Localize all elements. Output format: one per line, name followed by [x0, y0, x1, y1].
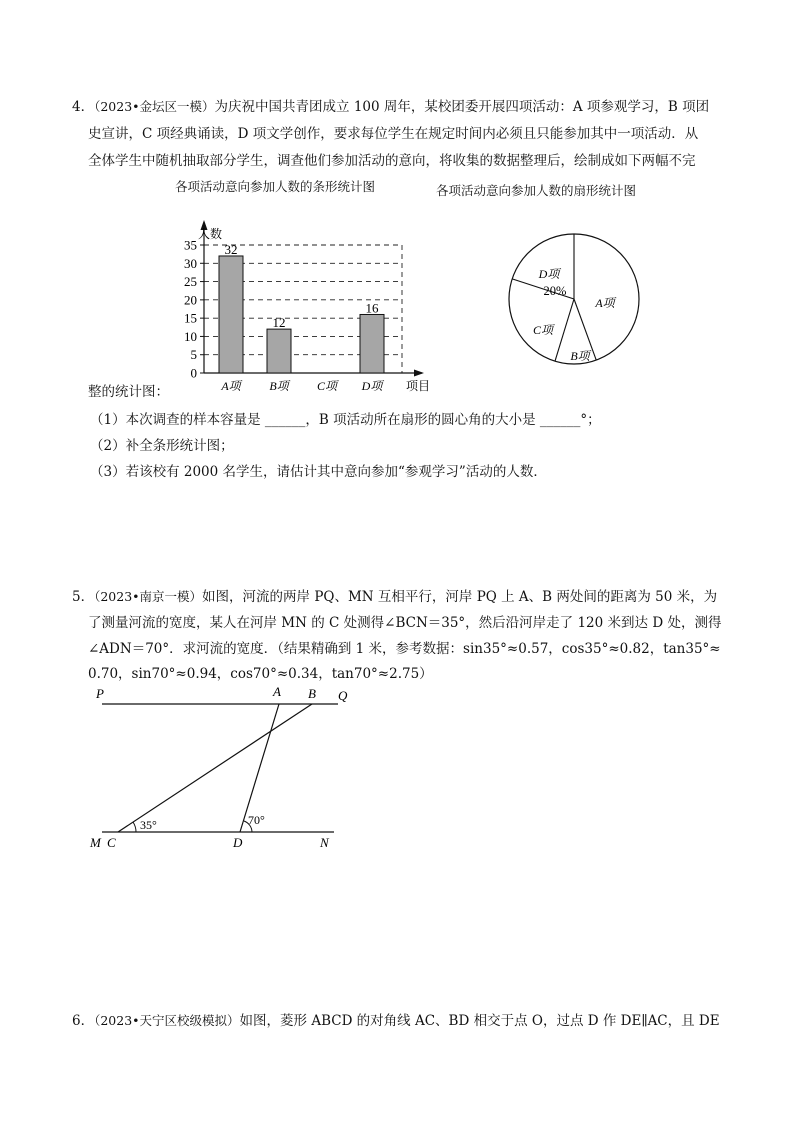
x-axis-title: 项目 [406, 379, 431, 393]
q5-text-1: 如图，河流的两岸 PQ、MN 互相平行，河岸 PQ 上 A、B 两处间的距离为 50 米，为 [202, 589, 718, 605]
q4-sub2: （2）补全条形统计图； [90, 438, 234, 454]
label-p: P [96, 686, 104, 701]
q5-line3: ∠ADN＝70°．求河流的宽度．（结果精确到 1 米，参考数据：sin35°≈0.57，cos35°≈0.82，tan35°≈ [88, 641, 721, 657]
angle-label-d: 70° [248, 813, 265, 827]
pie-slice-label: D项 [538, 267, 560, 281]
y-tick-label: 35 [184, 237, 197, 253]
pie-slice-label: B项 [570, 349, 590, 363]
pie-slice-percent-d: 20% [543, 284, 567, 298]
pie-slice-label: A项 [595, 296, 615, 310]
q4-line4: 整的统计图： [88, 384, 169, 400]
angle-arc-c [133, 822, 136, 832]
y-tick-label: 20 [184, 292, 197, 308]
q6-text-1: 如图，菱形 ABCD 的对角线 AC、BD 相交于点 O，过点 D 作 DE∥AC，且 DE [239, 1013, 720, 1029]
label-d: D [233, 835, 243, 850]
q4-number: 4． [72, 99, 95, 115]
x-axis-arrow [414, 370, 424, 377]
y-tick-label: 15 [184, 310, 197, 326]
bar-value-label: 16 [365, 300, 379, 316]
label-a: A [273, 684, 281, 699]
y-tick-label: 0 [190, 365, 197, 381]
label-m: M [90, 835, 101, 850]
q5-line1 [72, 587, 717, 607]
y-tick-label: 10 [184, 328, 197, 344]
x-category-label: A项 [221, 379, 241, 393]
pie-chart-title: 各项活动意向参加人数的扇形统计图 [436, 183, 637, 198]
q4-text-1: 为庆祝中国共青团成立 100 周年，某校团委开展四项活动：A 项参观学习，B 项团 [214, 99, 710, 115]
bar-1 [267, 329, 291, 373]
q6-line1 [72, 1011, 720, 1031]
label-n: N [320, 835, 329, 850]
bar-chart [160, 212, 450, 398]
bar-3 [360, 314, 384, 373]
q5-source: （2023•南京一模） [94, 589, 203, 604]
q4-sub3: （3）若该校有 2000 名学生，请估计其中意向参加“参观学习”活动的人数． [90, 464, 547, 480]
q5-line2: 了测量河流的宽度，某人在河岸 MN 的 C 处测得∠BCN＝35°，然后沿河岸走了 120 米到达 D 处，测得 [88, 615, 722, 631]
bar-value-label: 12 [272, 315, 286, 331]
q5-line4: 0.70，sin70°≈0.94，cos70°≈0.34，tan70°≈2.75） [88, 666, 433, 682]
pie-slice-label: C项 [532, 323, 554, 337]
y-tick-label: 5 [190, 347, 197, 363]
bar-0 [219, 256, 243, 373]
q4-source: （2023•金坛区一模） [94, 99, 215, 114]
q4-line1 [72, 97, 709, 117]
river-figure [80, 680, 350, 860]
q6-number: 6． [72, 1013, 95, 1029]
q4-line2: 史宣讲，C 项经典诵读，D 项文学创作，要求每位学生在规定时间内必须且只能参加其中一项活动．从 [88, 126, 699, 142]
bar-chart-title: 各项活动意向参加人数的条形统计图 [175, 179, 376, 194]
segment-cb [118, 704, 312, 832]
x-category-label: D项 [361, 379, 383, 393]
label-c: C [107, 835, 116, 850]
label-q: Q [338, 688, 348, 703]
y-tick-label: 30 [184, 255, 197, 271]
label-b: B [308, 686, 316, 701]
q5-number: 5． [72, 589, 95, 605]
q4-sub1: （1）本次调查的样本容量是 ______，B 项活动所在扇形的圆心角的大小是 ______°； [90, 412, 601, 428]
q4-line3: 全体学生中随机抽取部分学生，调查他们参加活动的意向，将收集的数据整理后，绘制成如下两幅不完 [88, 153, 696, 169]
y-axis-title: 人数 [198, 227, 223, 241]
angle-label-c: 35° [140, 818, 157, 832]
pie-chart [505, 222, 645, 372]
y-tick-label: 25 [184, 274, 197, 290]
x-category-label: C项 [316, 379, 338, 393]
bar-value-label: 32 [224, 241, 238, 257]
q6-source: （2023•天宁区校级模拟） [94, 1013, 240, 1028]
x-category-label: B项 [269, 379, 289, 393]
